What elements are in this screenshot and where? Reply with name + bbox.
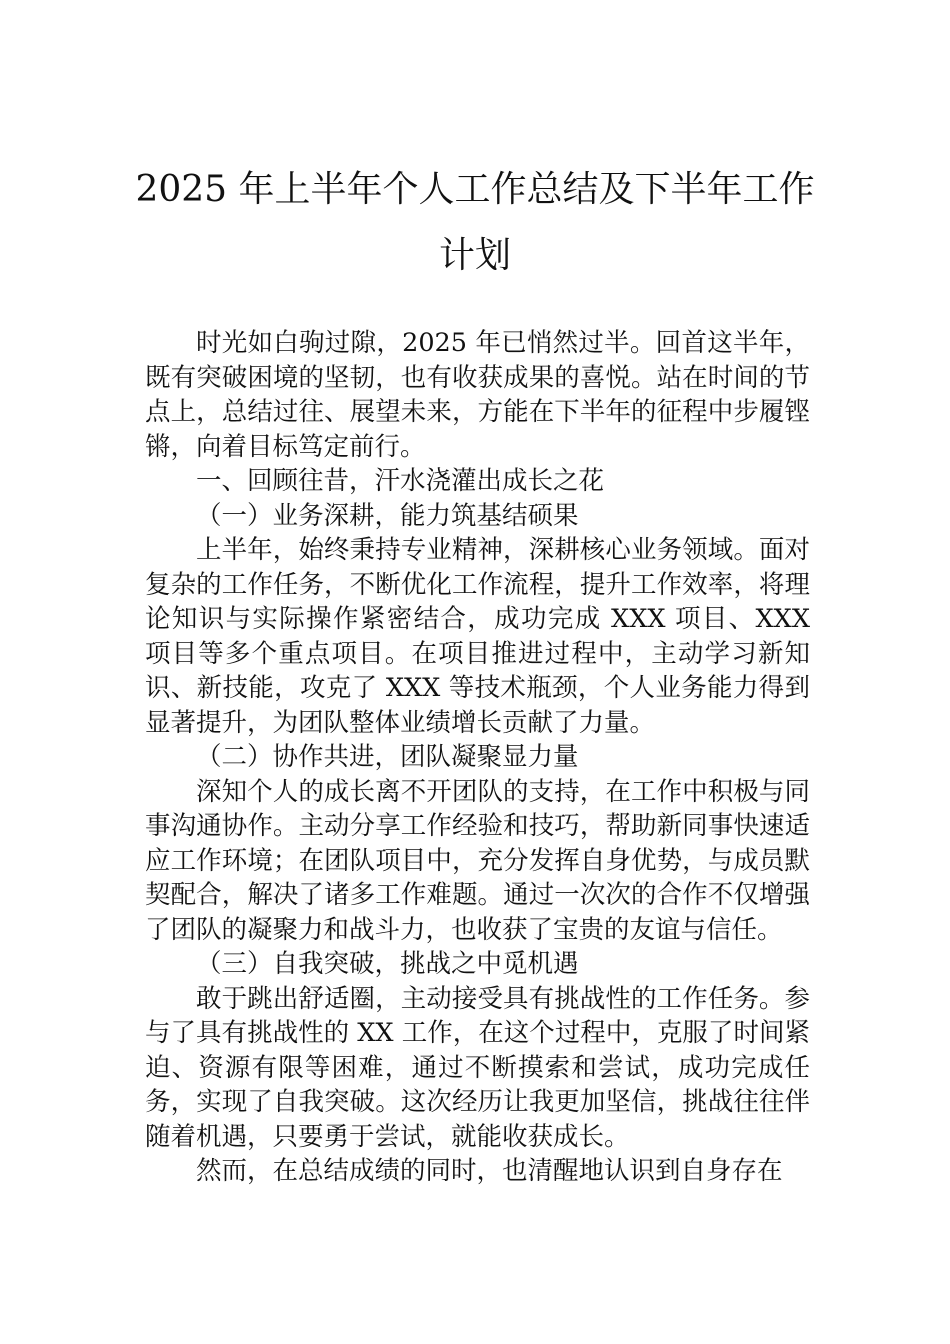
body-paragraph-3: 敢于跳出舒适圈，主动接受具有挑战性的工作任务。参与了具有挑战性的 XX 工作，在这个过程中，克服了时间紧迫、资源有限等困难，通过不断摸索和尝试，成功完成任务，实现了自我突破。这次经历让我更加坚信，挑战往往伴随着机遇，只要勇于尝试，就能收获成长。: [145, 983, 810, 1152]
subsection-heading-2: （二）协作共进，团队凝聚显力量: [196, 742, 579, 772]
subsection-heading-3: （三）自我突破，挑战之中觅机遇: [196, 949, 579, 979]
document-body: [145, 326, 810, 1189]
section-heading-1: 一、回顾往昔，汗水浇灌出成长之花: [196, 466, 605, 496]
document-title-line2: 计划: [438, 235, 511, 276]
body-paragraph-1: 上半年，始终秉持专业精神，深耕核心业务领域。面对复杂的工作任务，不断优化工作流程，提升工作效率，将理论知识与实际操作紧密结合，成功完成 XXX 项目、XXX 项目等多个重点项目。在项目推进过程中，主动学习新知识、新技能，攻克了 XXX 等技术瓶颈，个人业务能力得到显著提升，为团队整体业绩增长贡献了力量。: [145, 535, 810, 738]
subsection-heading-1: （一）业务深耕，能力筑基结硕果: [196, 500, 579, 531]
intro-paragraph: 时光如白驹过隙，2025 年已悄然过半。回首这半年，既有突破困境的坚韧，也有收获成果的喜悦。站在时间的节点上，总结过往、展望未来，方能在下半年的征程中步履铿锵，向着目标笃定前行。: [145, 328, 810, 462]
body-paragraph-4: 然而，在总结成绩的同时，也清醒地认识到自身存在: [196, 1156, 783, 1186]
body-paragraph-2: 深知个人的成长离不开团队的支持，在工作中积极与同事沟通协作。主动分享工作经验和技巧，帮助新同事快速适应工作环境；在团队项目中，充分发挥自身优势，与成员默契配合，解决了诸多工作难题。通过一次次的合作不仅增强了团队的凝聚力和战斗力，也收获了宝贵的友谊与信任。: [145, 776, 810, 945]
document-title-line1: 2025 年上半年个人工作总结及下半年工作: [135, 169, 815, 210]
